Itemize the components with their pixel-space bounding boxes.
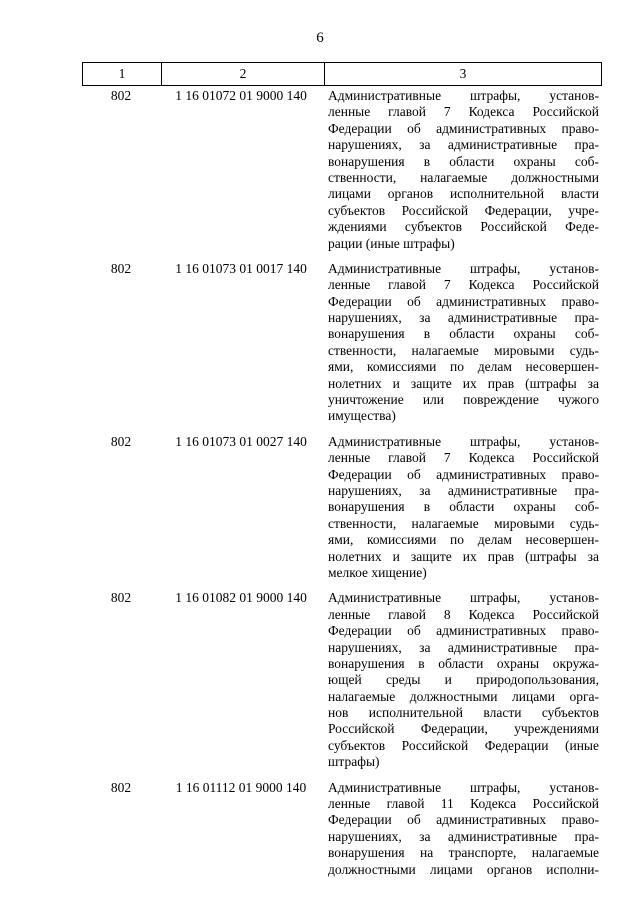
description-line: должностными лицами органов исполни-	[328, 861, 599, 877]
budget-codes-table	[82, 62, 602, 878]
table-row	[82, 434, 602, 582]
description-line: ственности, налагаемые мировыми судь-	[328, 342, 599, 358]
admin-code-cell: 802	[110, 88, 132, 103]
description-line: ленные главой 8 Кодекса Российской	[328, 606, 599, 622]
description-line: нарушениях, за административные пра-	[328, 639, 599, 655]
description-line: ющей среды и природопользования,	[328, 672, 599, 688]
description-cell	[322, 434, 602, 582]
description-line: ями, комиссиями по делам несовершен-	[328, 359, 599, 375]
description-line: ленные главой 7 Кодекса Российской	[328, 104, 599, 120]
column-header-3: 3	[459, 66, 467, 81]
admin-code-cell: 802	[110, 590, 132, 606]
admin-code-cell: 802	[110, 433, 132, 449]
description-line: вонарушения в области охраны соб-	[328, 153, 599, 169]
description-line: Федерации об административных право-	[328, 812, 599, 828]
table-header-row	[82, 62, 602, 86]
column-header-1: 1	[83, 63, 162, 85]
description-line: нарушениях, за административные пра-	[328, 137, 599, 153]
description-line: штрафы)	[328, 754, 380, 770]
budget-classification-code-cell: 1 16 01073 01 0027 140	[175, 433, 307, 449]
description-line: Административные штрафы, установ-	[328, 260, 599, 276]
table-row	[82, 261, 602, 425]
description-line: Федерации об административных право-	[328, 466, 599, 482]
description-line: нарушениях, за административные пра-	[328, 482, 599, 498]
column-header-2: 2	[162, 63, 325, 85]
description-line: Административные штрафы, установ-	[328, 433, 599, 449]
description-line: лицами органов исполнительной власти	[328, 186, 599, 202]
description-line: ственности, налагаемые должностными	[328, 169, 599, 185]
description-line: мелкое хищение)	[328, 564, 427, 580]
description-line: ленные главой 7 Кодекса Российской	[328, 277, 599, 293]
budget-classification-code-cell: 1 16 01112 01 9000 140	[175, 779, 307, 795]
description-line: Федерации об административных право-	[328, 293, 599, 309]
budget-classification-code-cell: 1 16 01072 01 9000 140	[175, 88, 307, 103]
description-line: нолетних и защите их прав (штрафы за	[328, 548, 599, 564]
description-line: ями, комиссиями по делам несовершен-	[328, 532, 599, 548]
description-line: вонарушения в области охраны соб-	[328, 499, 599, 515]
budget-classification-code-cell: 1 16 01073 01 0017 140	[175, 260, 307, 276]
description-line: вонарушения в области охраны окружа-	[328, 655, 599, 671]
description-cell	[322, 261, 602, 425]
description-line: уничтожение или повреждение чужого	[328, 392, 599, 408]
page-number: 6	[316, 30, 324, 46]
description-line: Административные штрафы, установ-	[328, 590, 599, 606]
description-line: нарушениях, за административные пра-	[328, 310, 599, 326]
description-cell	[322, 590, 602, 770]
description-line: субъектов Российской Федерации, учре-	[328, 202, 599, 218]
admin-code-cell: 802	[110, 260, 132, 276]
admin-code-cell: 802	[110, 779, 132, 795]
budget-classification-code-cell: 1 16 01082 01 9000 140	[175, 590, 307, 606]
description-line: субъектов Российской Федерации (иные	[328, 737, 599, 753]
description-line: нолетних и защите их прав (штрафы за	[328, 375, 599, 391]
description-line: налагаемые должностными лицами орга-	[328, 688, 599, 704]
table-body	[82, 88, 602, 878]
description-cell	[322, 780, 602, 878]
description-line: нарушениях, за административные пра-	[328, 828, 599, 844]
description-line: Российской Федерации, учреждениями	[328, 721, 599, 737]
description-cell	[322, 88, 602, 252]
description-line: Административные штрафы, установ-	[328, 779, 599, 795]
description-line: ленные главой 11 Кодекса Российской	[328, 796, 599, 812]
description-line: ственности, налагаемые мировыми судь-	[328, 515, 599, 531]
table-row	[82, 590, 602, 770]
description-line: Административные штрафы, установ-	[328, 88, 599, 103]
description-line: Федерации об административных право-	[328, 120, 599, 136]
description-line: рации (иные штрафы)	[328, 235, 455, 251]
description-line: нов исполнительной власти субъектов	[328, 705, 599, 721]
description-line: вонарушения на транспорте, налагаемые	[328, 845, 599, 861]
description-line: ленные главой 7 Кодекса Российской	[328, 450, 599, 466]
table-row	[82, 780, 602, 878]
description-line: ждениями субъектов Российской Феде-	[328, 219, 599, 235]
description-line: имущества)	[328, 408, 396, 424]
description-line: вонарушения в области охраны соб-	[328, 326, 599, 342]
description-line: Федерации об административных право-	[328, 623, 599, 639]
table-row	[82, 88, 602, 252]
